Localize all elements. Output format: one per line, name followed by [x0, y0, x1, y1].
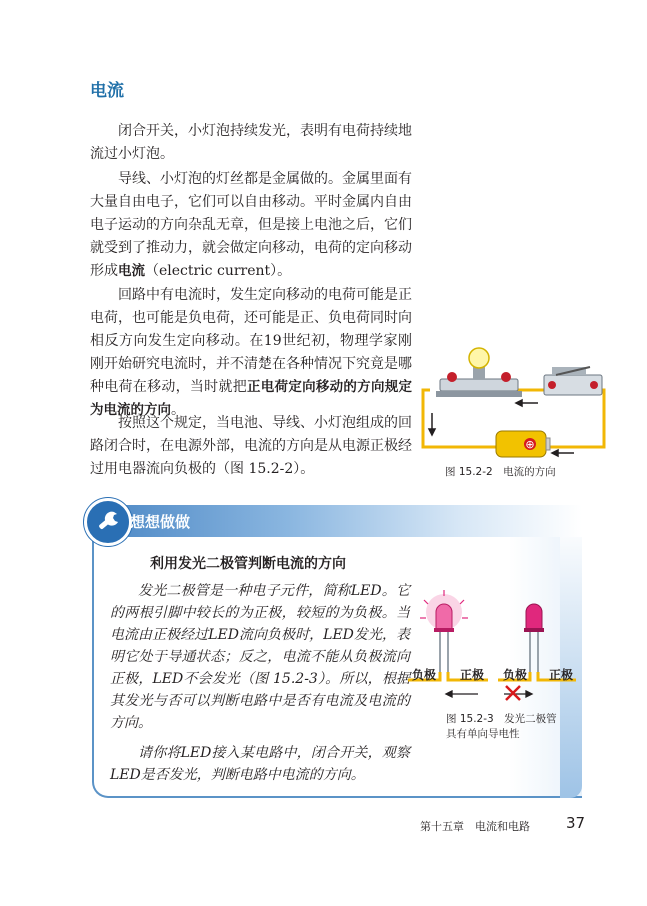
activity-title: 想想做做 — [130, 513, 191, 531]
figure-caption-15-2-3-line2: 具有单向导电性 — [446, 728, 520, 740]
chapter-footer: 第十五章 电流和电路 — [420, 820, 530, 833]
paragraph-3 — [90, 284, 412, 422]
wrench-badge — [84, 498, 132, 546]
paragraph-4: 按照这个规定，当电池、导线、小灯泡组成的回路闭合时，在电源外部，电流的方向是从电源正极经过用电器流向负极的（图 15.2-2）。 — [90, 415, 412, 477]
activity-subtitle: 利用发光二极管判断电流的方向 — [150, 556, 346, 572]
paragraph-2-tail: （electric current）。 — [145, 263, 292, 279]
paragraph-3-text: 回路中有电流时，发生定向移动的电荷可能是正电荷，也可能是负电荷，还可能是正、负电荷同时向相反方向发生定向移动。在19世纪初，物理学家刚刚开始研究电流时，并不清楚在各种情况下究竟是哪种电荷在移动，当时就把 — [90, 287, 412, 395]
battery-plus-icon: ⊕ — [525, 438, 535, 451]
activity-paragraph-1: 发光二极管是一种电子元件，简称LED。它的两根引脚中较长的为正极，较短的为负极。当电流由正极经过LED流向负极时，LED发光，表明它处于导通状态；反之，电流不能从负极流向正极，LED不会发光（图 15.2-3）。所以，根据其发光与否可以判断电路中是否有电流及电流的方向。 — [110, 583, 410, 731]
wire-right — [548, 390, 604, 447]
paragraph-2 — [90, 168, 412, 283]
section-title: 电流 — [90, 81, 124, 101]
label-left-positive: 正极 — [460, 668, 485, 682]
figure-caption-15-2-2: 图 15.2-2 电流的方向 — [445, 466, 556, 478]
wrench-icon — [90, 504, 126, 540]
paragraph-3-tail: 。 — [171, 402, 185, 418]
activity-paragraph-2: 请你将LED接入某电路中，闭合开关，观察LED是否发光，判断电路中电流的方向。 — [110, 745, 410, 783]
current-direction-rule: 正电荷定向移动的方向规定为电流的方向 — [90, 379, 412, 418]
light-bulb-icon — [469, 348, 489, 368]
label-left-negative: 负极 — [412, 668, 437, 682]
led-unlit-icon — [526, 604, 542, 630]
page-number: 37 — [566, 814, 586, 832]
cross-icon — [506, 686, 520, 700]
figure-caption-15-2-3-line1: 图 15.2-3 发光二极管 — [446, 713, 557, 725]
battery — [496, 431, 546, 457]
circuit-diagram — [418, 345, 613, 460]
label-right-positive: 正极 — [549, 668, 574, 682]
label-right-negative: 负极 — [503, 668, 528, 682]
wire-left — [423, 390, 498, 447]
led-diagram — [408, 590, 578, 705]
led-lit-icon — [436, 604, 452, 630]
paragraph-2-text: 导线、小灯泡的灯丝都是金属做的。金属里面有大量自由电子，它们可以自由移动。平时金属内自由电子运动的方向杂乱无章，但是接上电池之后，它们就受到了推动力，就会做定向移动，电荷的定向移动形成 — [90, 171, 412, 279]
paragraph-1: 闭合开关，小灯泡持续发光，表明有电荷持续地流过小灯泡。 — [90, 123, 412, 162]
term-current: 电流 — [118, 263, 145, 279]
